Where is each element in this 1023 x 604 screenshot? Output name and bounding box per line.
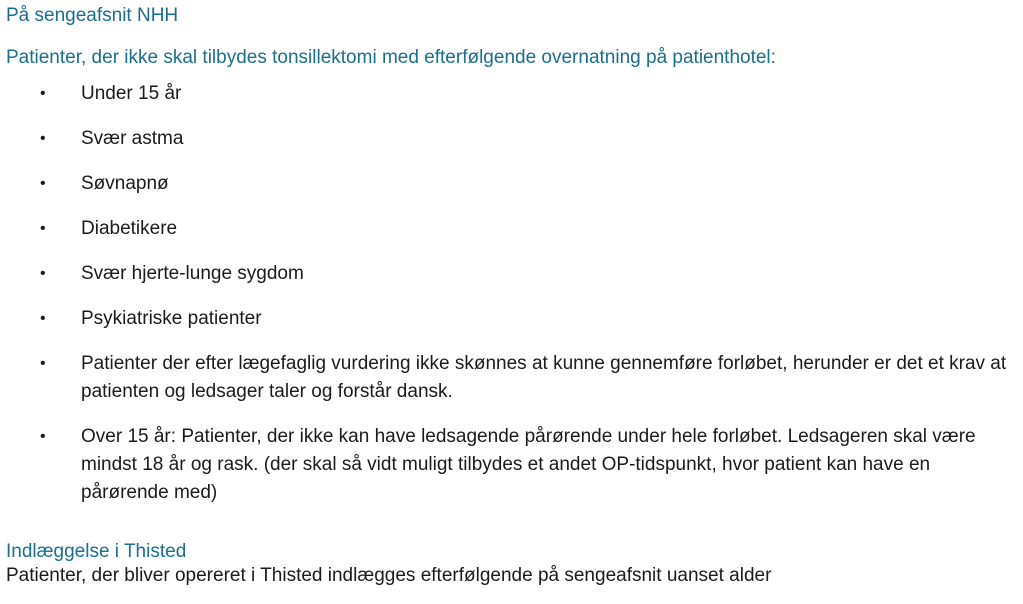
list-item-text: Svær hjerte-lunge sygdom <box>81 263 304 284</box>
bullet-icon: • <box>40 310 46 327</box>
bullet-icon: • <box>40 428 46 445</box>
list-item <box>6 260 1018 288</box>
list-item-text: Psykiatriske patienter <box>81 308 262 329</box>
list-item <box>6 215 1018 243</box>
list-item <box>6 80 1018 108</box>
list-item-text: Svær astma <box>81 128 184 149</box>
list-item <box>6 170 1018 198</box>
list-item <box>6 125 1018 153</box>
section-heading-nhh: På sengeafsnit NHH <box>6 5 179 26</box>
list-item-text: Over 15 år: Patienter, der ikke kan have ledsagende pårørende under hele forløbet. Ledsageren skal være mindst 18 år og rask. (der skal så vidt muligt tilbydes et andet OP-tidspunkt, hvor patient kan have en pårørende med) <box>81 426 976 503</box>
bullet-icon: • <box>40 130 46 147</box>
list-item <box>6 305 1018 333</box>
bullet-icon: • <box>40 355 46 372</box>
list-item-text: Diabetikere <box>81 218 178 239</box>
thisted-body-text: Patienter, der bliver opereret i Thisted indlægges efterfølgende på sengeafsnit uanset alder <box>6 565 772 586</box>
bullet-icon: • <box>40 220 46 237</box>
list-item-text: Patienter der efter lægefaglig vurdering ikke skønnes at kunne gennemføre forløbet, herunder er det et krav at patienten og ledsager taler og forstår dansk. <box>81 353 1007 402</box>
bullet-icon: • <box>40 85 46 102</box>
section-heading-thisted: Indlæggelse i Thisted <box>6 541 187 562</box>
exclusion-intro: Patienter, der ikke skal tilbydes tonsillektomi med efterfølgende overnatning på patienthotel: <box>6 47 776 68</box>
bullet-icon: • <box>40 175 46 192</box>
list-item-text: Under 15 år <box>81 83 182 104</box>
list-item <box>6 350 1018 406</box>
list-item <box>6 423 1018 507</box>
exclusion-list <box>6 80 1018 524</box>
list-item-text: Søvnapnø <box>81 173 169 194</box>
bullet-icon: • <box>40 265 46 282</box>
